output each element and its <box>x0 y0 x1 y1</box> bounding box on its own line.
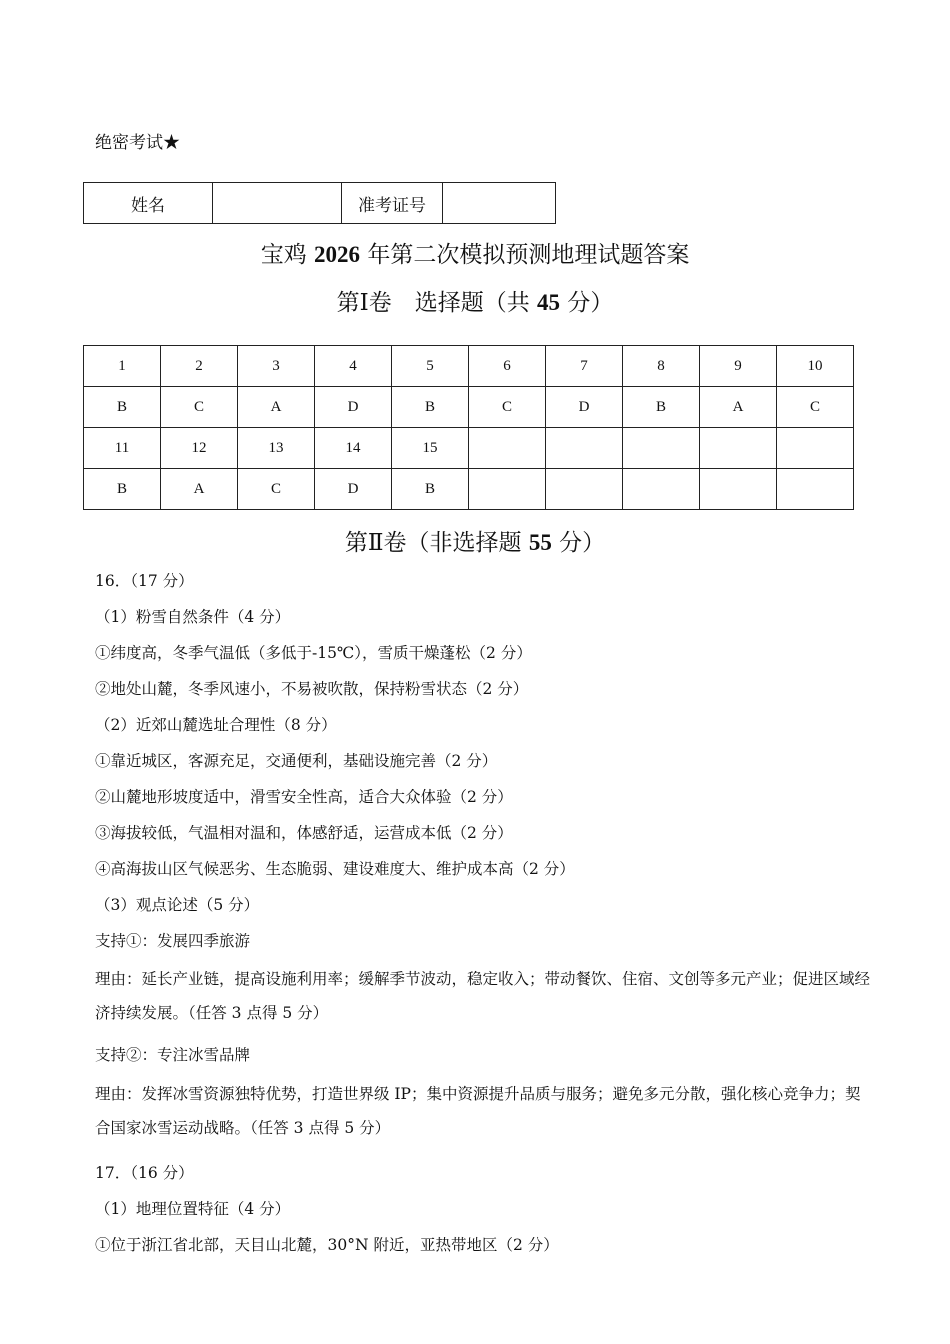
exam-id-field[interactable] <box>443 183 556 224</box>
name-field[interactable] <box>213 183 342 224</box>
answer-number-cell: 1 <box>84 346 161 387</box>
answer-letter-cell: D <box>315 387 392 428</box>
q16-2-point-b: ②山麓地形坡度适中，滑雪安全性高，适合大众体验（2 分） <box>95 788 513 806</box>
answer-number-cell: 14 <box>315 428 392 469</box>
answer-letter-cell <box>777 469 854 510</box>
part2-heading: 第Ⅱ卷（非选择题 55 分） <box>344 530 606 556</box>
answer-number-cell: 13 <box>238 428 315 469</box>
answer-letter-cell: B <box>84 469 161 510</box>
answer-number-cell <box>700 428 777 469</box>
q16-2-point-d: ④高海拔山区气候恶劣、生态脆弱、建设难度大、维护成本高（2 分） <box>95 860 575 878</box>
q17-1-title: （1）地理位置特征（4 分） <box>95 1200 291 1218</box>
q16-header: 16．（17 分） <box>95 572 194 590</box>
answer-letter-cell: A <box>700 387 777 428</box>
answer-number-cell: 2 <box>161 346 238 387</box>
answer-row-answers-2 <box>84 469 854 510</box>
answer-number-cell: 6 <box>469 346 546 387</box>
answer-number-cell: 5 <box>392 346 469 387</box>
exam-id-label: 准考证号 <box>342 183 443 224</box>
answer-number-cell: 12 <box>161 428 238 469</box>
answer-letter-cell: D <box>315 469 392 510</box>
answer-number-cell <box>546 428 623 469</box>
answer-letter-cell <box>469 469 546 510</box>
answer-letter-cell: B <box>84 387 161 428</box>
q16-2-title: （2）近郊山麓选址合理性（8 分） <box>95 716 337 734</box>
answer-letter-cell: B <box>623 387 700 428</box>
q16-2-point-a: ①靠近城区，客源充足，交通便利，基础设施完善（2 分） <box>95 752 498 770</box>
answer-letter-cell: C <box>161 387 238 428</box>
answer-letter-cell: C <box>469 387 546 428</box>
answer-number-cell <box>623 428 700 469</box>
answer-row-answers-1 <box>84 387 854 428</box>
q17-header: 17．（16 分） <box>95 1164 194 1182</box>
q16-2-point-c: ③海拔较低，气温相对温和，体感舒适，运营成本低（2 分） <box>95 824 513 842</box>
answer-number-cell: 9 <box>700 346 777 387</box>
q16-3-title: （3）观点论述（5 分） <box>95 896 260 914</box>
secret-label: 绝密考试★ <box>95 133 180 153</box>
answer-letter-cell: B <box>392 469 469 510</box>
q16-1-point-a: ①纬度高，冬季气温低（多低于-15℃），雪质干燥蓬松（2 分） <box>95 644 532 662</box>
answer-number-cell: 15 <box>392 428 469 469</box>
page-title: 宝鸡 2026 年第二次模拟预测地理试题答案 <box>260 242 690 268</box>
answer-letter-cell: C <box>238 469 315 510</box>
answer-number-cell: 10 <box>777 346 854 387</box>
answer-number-cell: 11 <box>84 428 161 469</box>
answer-number-cell <box>469 428 546 469</box>
answer-number-cell: 4 <box>315 346 392 387</box>
answer-table <box>83 345 854 510</box>
q17-1-point-a: ①位于浙江省北部，天目山北麓，30°N 附近，亚热带地区（2 分） <box>95 1236 559 1254</box>
answer-letter-cell <box>546 469 623 510</box>
reason-1: 理由：延长产业链，提高设施利用率；缓解季节波动，稳定收入；带动餐饮、住宿、文创等多元产业；促进区域经济持续发展。（任答 3 点得 5 分） <box>95 970 871 1022</box>
reason-2: 理由：发挥冰雪资源独特优势，打造世界级 IP；集中资源提升品质与服务；避免多元分散，强化核心竞争力；契合国家冰雪运动战略。（任答 3 点得 5 分） <box>95 1085 861 1137</box>
answer-letter-cell <box>623 469 700 510</box>
answer-row-numbers-2 <box>84 428 854 469</box>
answer-number-cell: 8 <box>623 346 700 387</box>
answer-number-cell: 3 <box>238 346 315 387</box>
name-label: 姓名 <box>84 183 213 224</box>
answer-letter-cell <box>700 469 777 510</box>
q16-1-title: （1）粉雪自然条件（4 分） <box>95 608 291 626</box>
answer-number-cell: 7 <box>546 346 623 387</box>
part1-heading: 第Ⅰ卷 选择题（共 45 分） <box>336 290 614 316</box>
support-1: 支持①：发展四季旅游 <box>95 932 251 950</box>
answer-letter-cell: B <box>392 387 469 428</box>
candidate-info-table <box>83 182 556 224</box>
answer-number-cell <box>777 428 854 469</box>
support-2: 支持②：专注冰雪品牌 <box>95 1046 251 1064</box>
q16-1-point-b: ②地处山麓，冬季风速小，不易被吹散，保持粉雪状态（2 分） <box>95 680 529 698</box>
answer-letter-cell: D <box>546 387 623 428</box>
answer-letter-cell: A <box>238 387 315 428</box>
answer-letter-cell: C <box>777 387 854 428</box>
answer-letter-cell: A <box>161 469 238 510</box>
answer-row-numbers-1 <box>84 346 854 387</box>
